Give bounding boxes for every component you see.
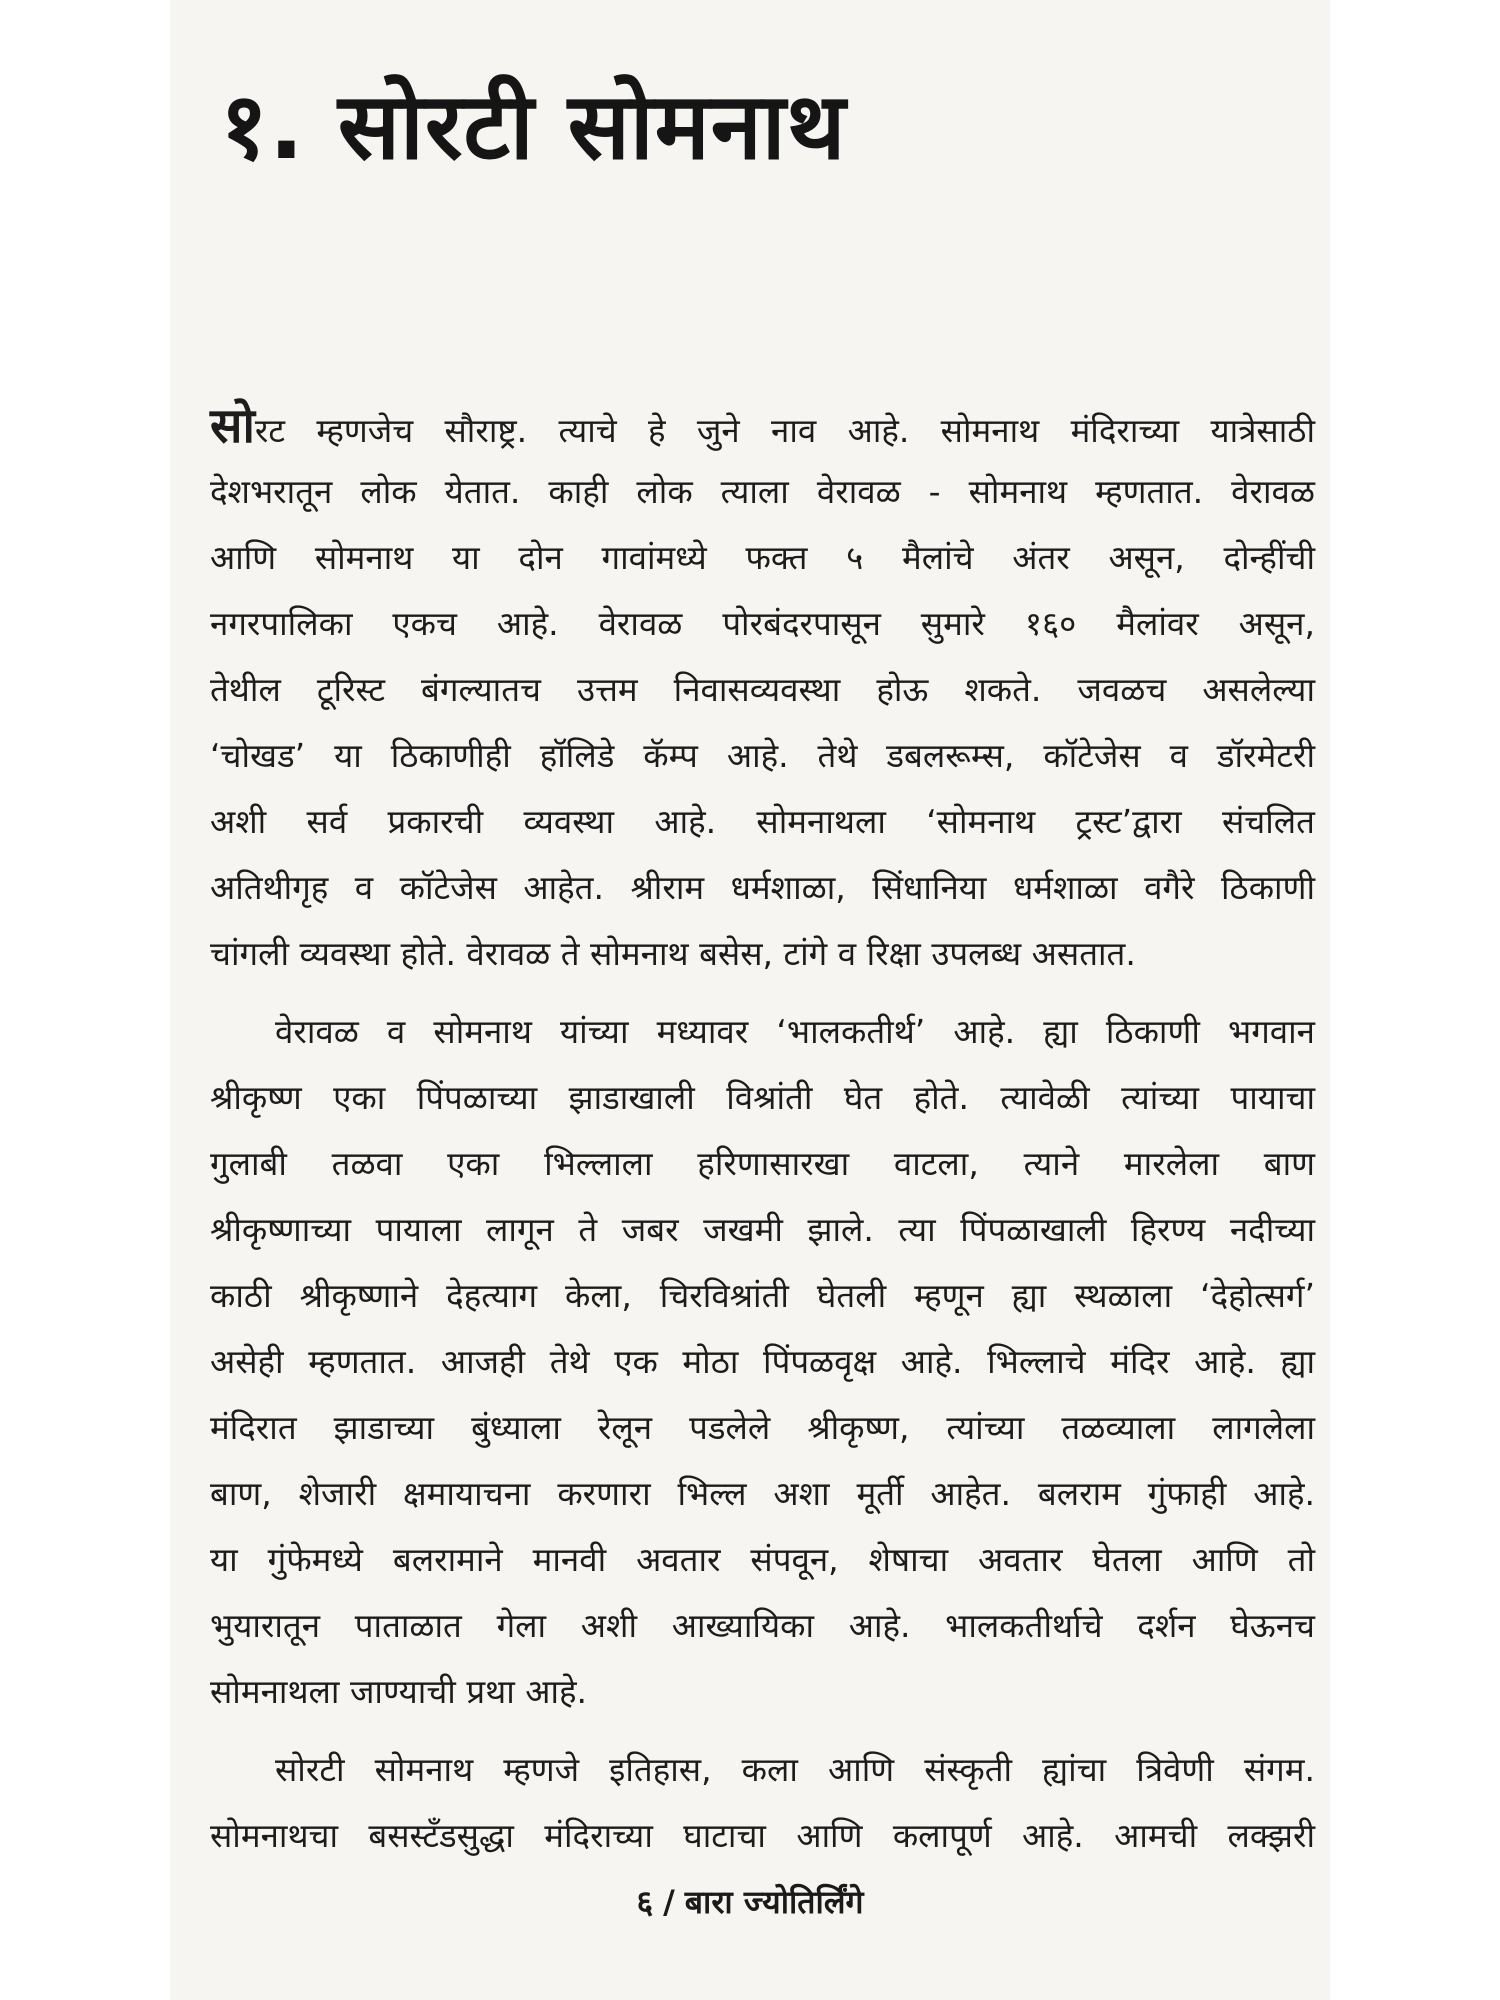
paragraph-line: सोमनाथला जाण्याची प्रथा आहे. — [210, 1672, 587, 1711]
paragraph-line: देशभरातून लोक येतात. काही लोक त्याला वेरावळ - सोमनाथ म्हणतात. वेरावळ — [210, 472, 1315, 511]
first-line-text: रट म्हणजेच सौराष्ट्र. त्याचे हे जुने नाव आहे. सोमनाथ मंदिराच्या यात्रेसाठी — [254, 411, 1315, 450]
paragraph-line: आणि सोमनाथ या दोन गावांमध्ये फक्त ५ मैलांचे अंतर असून, दोन्हींची — [210, 538, 1315, 577]
paragraph-3 — [210, 1737, 1315, 1869]
paragraph-2 — [210, 999, 1315, 1725]
paragraph-line: अतिथीगृह व कॉटेजेस आहेत. श्रीराम धर्मशाळा, सिंधानिया धर्मशाळा वगैरे ठिकाणी — [210, 868, 1315, 907]
paragraph-1 — [210, 393, 1315, 987]
page-number: ६ — [636, 1883, 654, 1921]
paragraph-line: असेही म्हणतात. आजही तेथे एक मोठा पिंपळवृक्ष आहे. भिल्लाचे मंदिर आहे. ह्या — [210, 1342, 1315, 1381]
paragraph-line: बाण, शेजारी क्षमायाचना करणारा भिल्ल अशा मूर्ती आहेत. बलराम गुंफाही आहे. — [210, 1474, 1315, 1513]
paragraph-line: चांगली व्यवस्था होते. वेरावळ ते सोमनाथ बसेस, टांगे व रिक्षा उपलब्ध असतात. — [210, 934, 1136, 973]
chapter-title: १. सोरटी सोमनाथ — [220, 73, 847, 180]
paragraph-line: तेथील टूरिस्ट बंगल्यातच उत्तम निवासव्यवस्था होऊ शकते. जवळच असलेल्या — [210, 670, 1315, 709]
drop-cap: सो — [210, 398, 255, 454]
paragraph-line: नगरपालिका एकच आहे. वेरावळ पोरबंदरपासून सुमारे १६० मैलांवर असून, — [210, 604, 1315, 643]
paragraph-line: सोमनाथचा बसस्टँडसुद्धा मंदिराच्या घाटाचा आणि कलापूर्ण आहे. आमची लक्झरी — [210, 1816, 1315, 1855]
paragraph-line: ‘चोखड’ या ठिकाणीही हॉलिडे कॅम्प आहे. तेथे डबलरूम्स, कॉटेजेस व डॉरमेटरी — [210, 736, 1315, 775]
paragraph-line: वेरावळ व सोमनाथ यांच्या मध्यावर ‘भालकतीर्थ’ आहे. ह्या ठिकाणी भगवान — [275, 1012, 1315, 1051]
paragraph-line: गुलाबी तळवा एका भिल्लाला हरिणासारखा वाटला, त्याने मारलेला बाण — [210, 1144, 1315, 1183]
book-title: बारा ज्योतिर्लिंगे — [684, 1883, 864, 1921]
paragraph-line: श्रीकृष्ण एका पिंपळाच्या झाडाखाली विश्रांती घेत होते. त्यावेळी त्यांच्या पायाचा — [210, 1078, 1315, 1117]
paragraph-line — [210, 393, 1315, 459]
paragraph-line: भुयारातून पाताळात गेला अशी आख्यायिका आहे. भालकतीर्थाचे दर्शन घेऊनच — [210, 1606, 1315, 1645]
paragraph-line: मंदिरात झाडाच्या बुंध्याला रेलून पडलेले श्रीकृष्ण, त्यांच्या तळव्याला लागलेला — [210, 1408, 1315, 1447]
paragraph-line: श्रीकृष्णाच्या पायाला लागून ते जबर जखमी झाले. त्या पिंपळाखाली हिरण्य नदीच्या — [210, 1210, 1315, 1249]
paragraph-line: या गुंफेमध्ये बलरामाने मानवी अवतार संपवून, शेषाचा अवतार घेतला आणि तो — [210, 1540, 1315, 1579]
footer-separator: / — [663, 1883, 675, 1921]
paragraph-line: काठी श्रीकृष्णाने देहत्याग केला, चिरविश्रांती घेतली म्हणून ह्या स्थळाला ‘देहोत्सर्ग’ — [210, 1276, 1315, 1315]
paragraph-line: अशी सर्व प्रकारची व्यवस्था आहे. सोमनाथला ‘सोमनाथ ट्रस्ट’द्वारा संचलित — [210, 802, 1315, 841]
chapter-body — [210, 393, 1315, 1881]
page-footer — [0, 1880, 1500, 1923]
paragraph-line: सोरटी सोमनाथ म्हणजे इतिहास, कला आणि संस्कृती ह्यांचा त्रिवेणी संगम. — [275, 1750, 1315, 1789]
